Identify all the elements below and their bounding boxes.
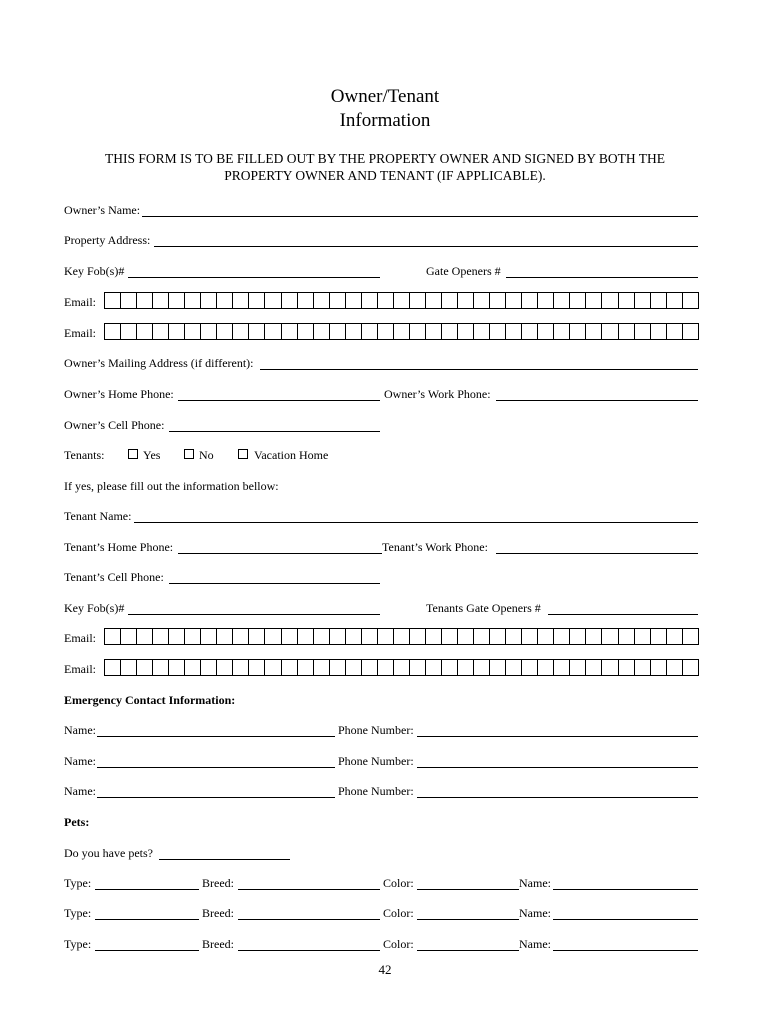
owner-home-phone-label: Owner’s Home Phone: bbox=[64, 387, 174, 401]
emergency-phone-label: Phone Number: bbox=[338, 784, 414, 798]
emergency-name-field[interactable] bbox=[97, 736, 335, 737]
pets-heading-row bbox=[64, 814, 698, 830]
tenant-name-row bbox=[64, 508, 698, 524]
owner-cell-row bbox=[64, 417, 698, 433]
emergency-phone-field[interactable] bbox=[417, 797, 698, 798]
owner-work-phone-field[interactable] bbox=[496, 400, 698, 401]
pet-name-label: Name: bbox=[519, 876, 551, 890]
pet-type-label: Type: bbox=[64, 937, 92, 951]
pet-row bbox=[64, 936, 698, 952]
tenant-email2-row bbox=[64, 661, 698, 677]
tenant-phone-row bbox=[64, 539, 698, 555]
emergency-name-label: Name: bbox=[64, 723, 96, 737]
form-title-line2: Information bbox=[339, 110, 431, 131]
owner-phone-row bbox=[64, 386, 698, 402]
form-title-line1: Owner/Tenant bbox=[330, 86, 440, 107]
tenant-email2-field[interactable] bbox=[104, 659, 699, 676]
emergency-contact-row bbox=[64, 722, 698, 738]
owner-keyfob-row bbox=[64, 263, 698, 279]
tenant-keyfob-label: Key Fob(s)# bbox=[64, 601, 125, 615]
pet-type-field[interactable] bbox=[95, 889, 199, 890]
emergency-phone-field[interactable] bbox=[417, 767, 698, 768]
property-address-field[interactable] bbox=[154, 246, 698, 247]
tenant-gate-label: Tenants Gate Openers # bbox=[426, 601, 541, 615]
tenants-label: Tenants: bbox=[64, 448, 105, 462]
property-address-row bbox=[64, 232, 698, 248]
tenant-email1-row bbox=[64, 630, 698, 646]
tenant-name-label: Tenant Name: bbox=[64, 509, 132, 523]
emergency-name-field[interactable] bbox=[97, 797, 335, 798]
instructions-line2: PROPERTY OWNER AND TENANT (IF APPLICABLE). bbox=[224, 168, 546, 183]
tenants-yes-checkbox[interactable] bbox=[128, 449, 138, 459]
pet-breed-field[interactable] bbox=[238, 889, 380, 890]
owner-email2-row bbox=[64, 325, 698, 341]
owner-work-phone-label: Owner’s Work Phone: bbox=[384, 387, 491, 401]
tenant-keyfob-field[interactable] bbox=[128, 614, 380, 615]
pet-name-field[interactable] bbox=[553, 889, 698, 890]
property-address-label: Property Address: bbox=[64, 233, 151, 247]
pet-breed-label: Breed: bbox=[202, 937, 234, 951]
pet-breed-field[interactable] bbox=[238, 950, 380, 951]
tenants-no-label: No bbox=[199, 448, 214, 462]
owner-cell-phone-label: Owner’s Cell Phone: bbox=[64, 418, 165, 432]
owner-keyfob-field[interactable] bbox=[128, 277, 380, 278]
pet-color-label: Color: bbox=[383, 906, 414, 920]
tenant-email1-label: Email: bbox=[64, 631, 96, 645]
pet-breed-label: Breed: bbox=[202, 876, 234, 890]
tenants-yes-label: Yes bbox=[143, 448, 161, 462]
owner-cell-phone-field[interactable] bbox=[169, 431, 380, 432]
emergency-heading-row bbox=[64, 692, 698, 708]
tenant-note-row bbox=[64, 478, 698, 494]
pet-type-label: Type: bbox=[64, 906, 92, 920]
pet-color-field[interactable] bbox=[417, 919, 519, 920]
emergency-phone-label: Phone Number: bbox=[338, 723, 414, 737]
owner-gate-field[interactable] bbox=[506, 277, 698, 278]
tenant-home-phone-field[interactable] bbox=[178, 553, 382, 554]
pet-name-field[interactable] bbox=[553, 919, 698, 920]
owner-mailing-field[interactable] bbox=[260, 369, 698, 370]
tenant-keyfob-row bbox=[64, 600, 698, 616]
pet-name-field[interactable] bbox=[553, 950, 698, 951]
pet-type-field[interactable] bbox=[95, 919, 199, 920]
emergency-phone-field[interactable] bbox=[417, 736, 698, 737]
pet-type-field[interactable] bbox=[95, 950, 199, 951]
pet-color-field[interactable] bbox=[417, 889, 519, 890]
owner-mailing-row bbox=[64, 355, 698, 371]
owner-email1-field[interactable] bbox=[104, 292, 699, 309]
owner-name-row bbox=[64, 202, 698, 218]
owner-keyfob-label: Key Fob(s)# bbox=[64, 264, 125, 278]
emergency-name-label: Name: bbox=[64, 784, 96, 798]
pet-row bbox=[64, 905, 698, 921]
pet-row bbox=[64, 875, 698, 891]
instructions-line1: THIS FORM IS TO BE FILLED OUT BY THE PROPERTY OWNER AND SIGNED BY BOTH THE bbox=[104, 151, 666, 166]
owner-home-phone-field[interactable] bbox=[178, 400, 380, 401]
tenant-note: If yes, please fill out the information bellow: bbox=[64, 479, 279, 493]
tenant-cell-phone-field[interactable] bbox=[169, 583, 380, 584]
pets-question-row bbox=[64, 845, 698, 861]
pet-name-label: Name: bbox=[519, 937, 551, 951]
emergency-phone-label: Phone Number: bbox=[338, 754, 414, 768]
tenant-email1-field[interactable] bbox=[104, 628, 699, 645]
owner-gate-label: Gate Openers # bbox=[426, 264, 501, 278]
pet-breed-label: Breed: bbox=[202, 906, 234, 920]
tenant-email2-label: Email: bbox=[64, 662, 96, 676]
pet-breed-field[interactable] bbox=[238, 919, 380, 920]
emergency-name-field[interactable] bbox=[97, 767, 335, 768]
tenants-no-checkbox[interactable] bbox=[184, 449, 194, 459]
tenant-work-phone-label: Tenant’s Work Phone: bbox=[382, 540, 488, 554]
pet-type-label: Type: bbox=[64, 876, 92, 890]
owner-name-field[interactable] bbox=[142, 216, 698, 217]
owner-email2-label: Email: bbox=[64, 326, 96, 340]
pet-color-label: Color: bbox=[383, 876, 414, 890]
pets-question-field[interactable] bbox=[159, 859, 290, 860]
tenant-cell-row bbox=[64, 569, 698, 585]
pet-name-label: Name: bbox=[519, 906, 551, 920]
emergency-contact-row bbox=[64, 753, 698, 769]
owner-email2-field[interactable] bbox=[104, 323, 699, 340]
pet-color-field[interactable] bbox=[417, 950, 519, 951]
owner-name-label: Owner’s Name: bbox=[64, 203, 141, 217]
emergency-contact-row bbox=[64, 783, 698, 799]
owner-mailing-label: Owner’s Mailing Address (if different): bbox=[64, 356, 254, 370]
tenants-vacation-label: Vacation Home bbox=[254, 448, 329, 462]
page-number: 42 bbox=[378, 962, 392, 977]
pets-question-label: Do you have pets? bbox=[64, 846, 153, 860]
emergency-name-label: Name: bbox=[64, 754, 96, 768]
pet-color-label: Color: bbox=[383, 937, 414, 951]
pets-heading: Pets: bbox=[64, 815, 90, 829]
tenant-gate-field[interactable] bbox=[548, 614, 698, 615]
tenants-question-row bbox=[64, 447, 698, 463]
tenants-vacation-checkbox[interactable] bbox=[238, 449, 248, 459]
tenant-work-phone-field[interactable] bbox=[496, 553, 698, 554]
owner-email1-label: Email: bbox=[64, 295, 96, 309]
tenant-name-field[interactable] bbox=[134, 522, 698, 523]
tenant-home-phone-label: Tenant’s Home Phone: bbox=[64, 540, 174, 554]
owner-email1-row bbox=[64, 294, 698, 310]
tenant-cell-phone-label: Tenant’s Cell Phone: bbox=[64, 570, 164, 584]
emergency-heading: Emergency Contact Information: bbox=[64, 693, 236, 707]
